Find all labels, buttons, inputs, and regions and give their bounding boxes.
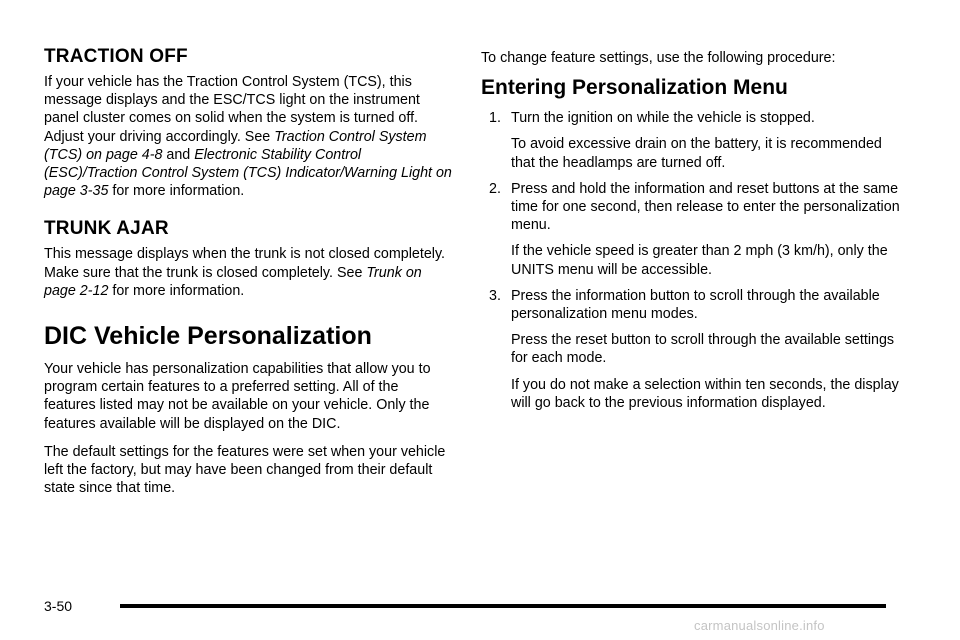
step-note: If the vehicle speed is greater than 2 mph (3 km/h), only the UNITS menu will be accessible.: [511, 243, 888, 278]
trunk-ajar-text: [44, 245, 454, 300]
step-text: Turn the ignition on while the vehicle is stopped.: [511, 110, 815, 127]
step-text: Press and hold the information and reset buttons at the same time for one second, then release to enter the personalization menu.: [511, 180, 900, 234]
traction-off-heading: TRACTION OFF: [44, 46, 188, 67]
dic-personalization-heading: DIC Vehicle Personalization: [44, 322, 372, 351]
step-item: [481, 109, 901, 127]
right-column: [481, 0, 901, 412]
traction-off-text: [44, 73, 454, 200]
watermark: carmanualsonline.info: [694, 618, 825, 633]
trunk-text: This message displays when the trunk is not closed completely. Make sure that the trunk is closed completely. See: [44, 246, 446, 281]
footer-rule: [120, 604, 886, 608]
dic-paragraph-1: Your vehicle has personalization capabilities that allow you to program certain features to a preferred setting. All of the features listed may not be available on your vehicle. Only the features available will be displayed on the DIC.: [44, 361, 431, 432]
step-number: 3.: [489, 287, 501, 304]
procedure-steps: [481, 109, 901, 412]
left-column: [44, 0, 454, 497]
tcs-page-link[interactable]: Traction Control System (TCS) on page 4-8: [44, 128, 427, 163]
procedure-intro: To change feature settings, use the following procedure:: [481, 50, 836, 66]
traction-and: and: [162, 146, 195, 163]
entering-menu-heading: Entering Personalization Menu: [481, 76, 788, 100]
step-number: 1.: [489, 110, 501, 127]
step-note: Press the reset button to scroll through the available settings for each mode.: [511, 332, 895, 367]
traction-text-1: If your vehicle has the Traction Control System (TCS), this message displays and the ESC/TCS light on the instrument panel cluster comes on solid when the system is turned off. Adjust your driving accordingly. See: [44, 74, 420, 145]
step-text: Press the information button to scroll through the available personalization menu modes.: [511, 287, 880, 323]
step-note: To avoid excessive drain on the battery, it is recommended that the headlamps are turned off.: [511, 136, 882, 171]
trunk-tail: for more information.: [108, 282, 245, 299]
step-item: [481, 180, 901, 235]
dic-paragraph-2: The default settings for the features were set when your vehicle left the factory, but may have been changed from their default state since that time.: [44, 443, 446, 497]
esc-light-page-link[interactable]: Electronic Stability Control (ESC)/Traction Control System (TCS) Indicator/Warning Light on page 3-35: [44, 146, 452, 200]
page-number: 3-50: [44, 598, 73, 614]
step-item: [481, 287, 901, 323]
step-number: 2.: [489, 180, 501, 197]
trunk-page-link[interactable]: Trunk on page 2-12: [44, 264, 422, 299]
trunk-ajar-heading: TRUNK AJAR: [44, 218, 169, 240]
step-note: If you do not make a selection within ten seconds, the display will go back to the previous information displayed.: [511, 376, 899, 411]
traction-tail: for more information.: [108, 183, 245, 200]
